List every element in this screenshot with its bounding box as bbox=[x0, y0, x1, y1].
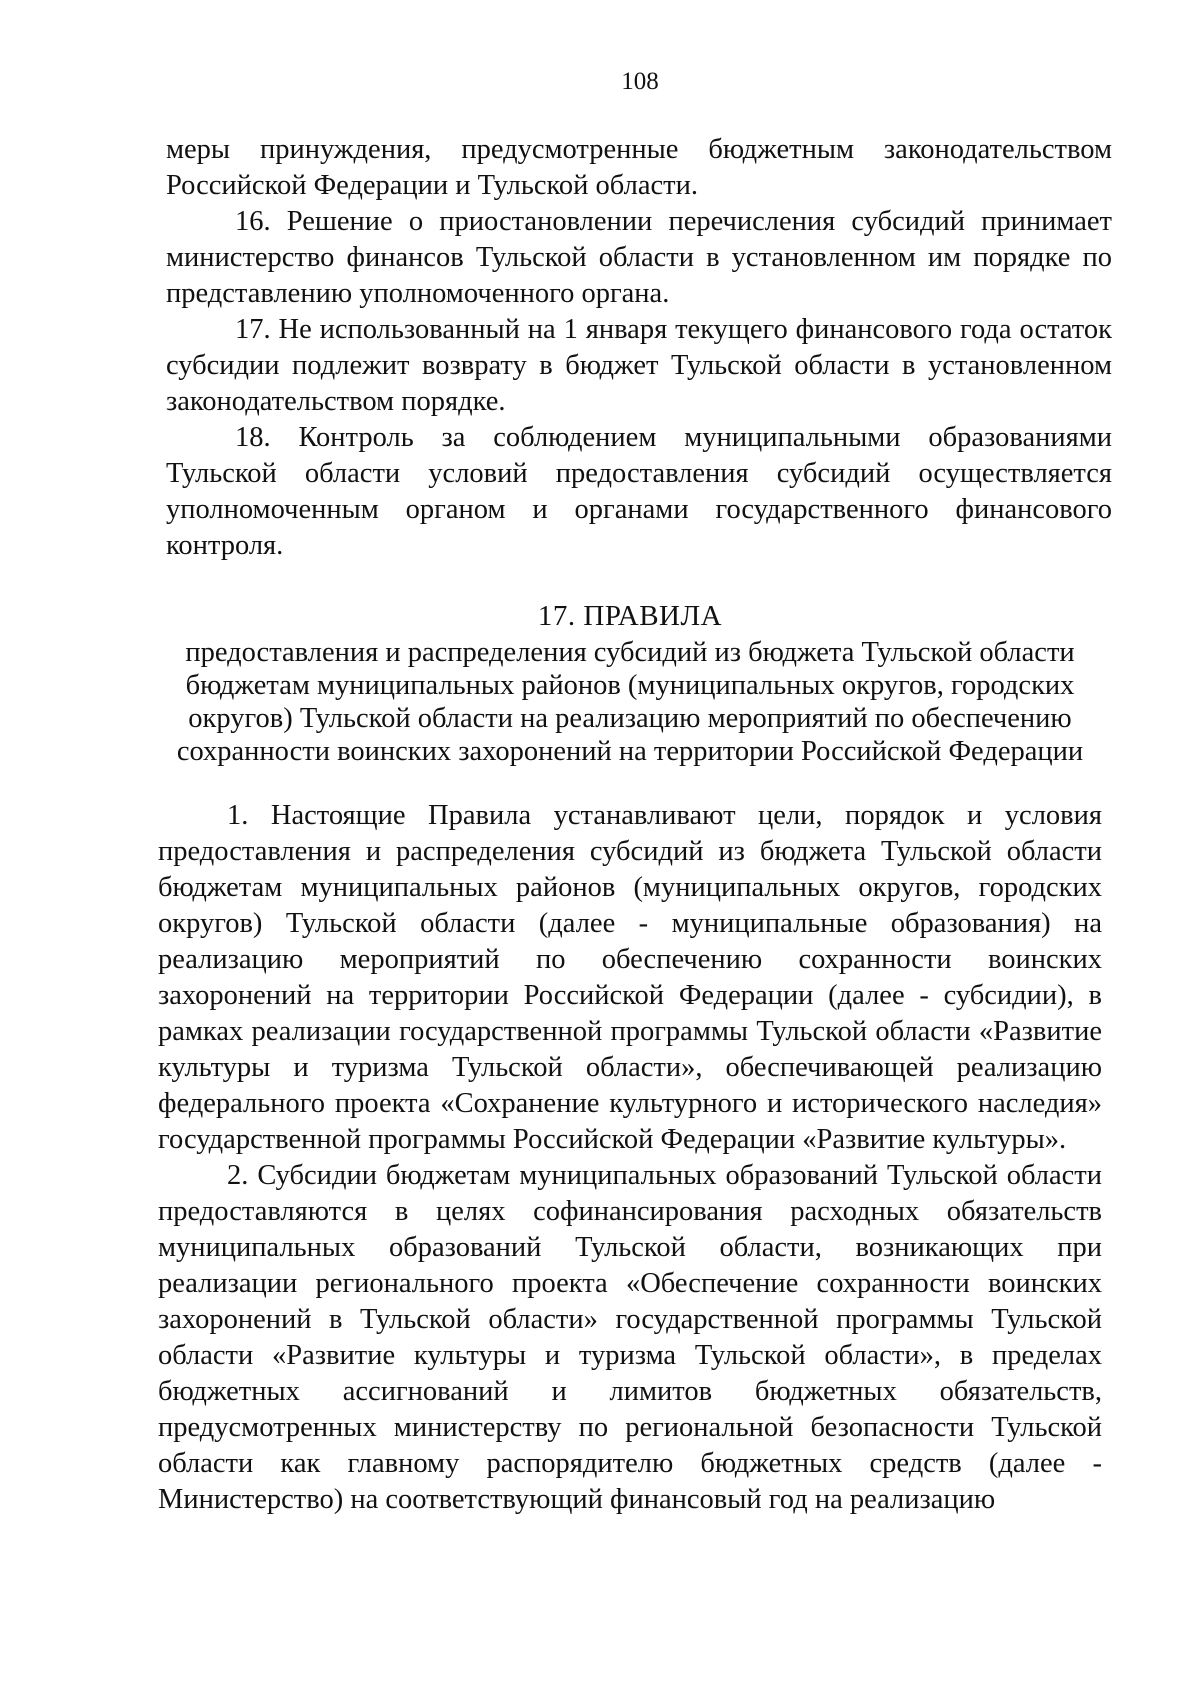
page-number: 108 bbox=[621, 68, 659, 95]
paragraph-16: 16. Решение о приостановлении перечисления субсидий принимает министерство финансов Тульской области в установленном им порядке по представлению уполномоченного органа. bbox=[166, 206, 1112, 309]
rule-paragraph-2: 2. Субсидии бюджетам муниципальных образований Тульской области предоставляются в целях софинансирования расходных обязательств муниципальных образований Тульской области, возникающих при реализации регионального проекта «Обеспечение сохранности воинских захоронений в Тульской области» государственной программы Тульской области «Развитие культуры и туризма Тульской области», в пределах бюджетных ассигнований и лимитов бюджетных обязательств, предусмотренных министерству по региональной безопасности Тульской области как главному распорядителю бюджетных средств (далее - Министерство) на соответствующий финансовый год на реализацию bbox=[158, 1160, 1102, 1515]
rule-paragraph-1: 1. Настоящие Правила устанавливают цели, порядок и условия предоставления и распределения субсидий из бюджета Тульской области бюджетам муниципальных районов (муниципальных округов, городских округов) Тульской области (далее - муниципальные образования) на реализацию мероприятий по обеспечению сохранности воинских захоронений на территории Российской Федерации (далее - субсидии), в рамках реализации государственной программы Тульской области «Развитие культуры и туризма Тульской области», обеспечивающей реализацию федерального проекта «Сохранение культурного и исторического наследия» государственной программы Российской Федерации «Развитие культуры». bbox=[158, 800, 1102, 1155]
subheading-line: предоставления и распределения субсидий из бюджета Тульской области bbox=[185, 637, 1075, 668]
subheading-line: бюджетам муниципальных районов (муниципальных округов, городских bbox=[185, 670, 1075, 701]
paragraph-18: 18. Контроль за соблюдением муниципальными образованиями Тульской области условий предоставления субсидий осуществляется уполномоченным органом и органами государственного финансового контроля. bbox=[166, 422, 1112, 561]
section-heading: 17. ПРАВИЛА bbox=[537, 600, 723, 632]
rules-text-block bbox=[158, 798, 1102, 1518]
paragraph-continuation: меры принуждения, предусмотренные бюджетным законодательством Российской Федерации и Тульской области. bbox=[166, 134, 1112, 201]
subheading-line: сохранности воинских захоронений на территории Российской Федерации bbox=[176, 736, 1084, 767]
top-text-block bbox=[166, 132, 1112, 564]
subheading-line: округов) Тульской области на реализацию мероприятий по обеспечению bbox=[188, 703, 1072, 734]
section-subheading bbox=[150, 636, 1110, 768]
paragraph-17: 17. Не использованный на 1 января текущего финансового года остаток субсидии подлежит возврату в бюджет Тульской области в установленном законодательством порядке. bbox=[166, 314, 1112, 417]
